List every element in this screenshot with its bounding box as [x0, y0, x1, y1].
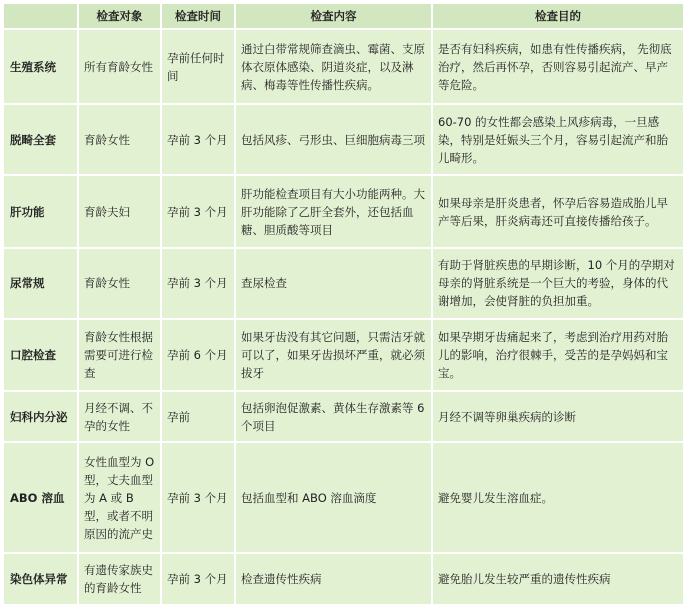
row-item-name: 生殖系统: [3, 29, 78, 104]
row-item-name: 肝功能: [3, 175, 78, 247]
row-subject: 育龄女性: [78, 104, 161, 175]
row-content: 查尿检查: [235, 248, 432, 319]
row-content: 包括血型和 ABO 溶血滴度: [235, 442, 432, 552]
row-subject: 育龄女性根据需要可进行检查: [78, 319, 161, 391]
row-purpose: 避免婴儿发生溶血症。: [432, 442, 684, 552]
row-item-name: ABO 溶血: [3, 442, 78, 552]
row-purpose: 有助于肾脏疾患的早期诊断，10 个月的孕期对母亲的肾脏系统是一个巨大的考验，身体的代谢增加，会使肾脏的负担加重。: [432, 248, 684, 319]
header-row: [3, 3, 684, 29]
row-subject: 所有育龄女性: [78, 29, 161, 104]
row-content: 通过白带常规筛查滴虫、霉菌、支原体衣原体感染、阴道炎症，以及淋病、梅毒等性传播性疾病。: [235, 29, 432, 104]
row-content: 检查遗传性疾病: [235, 553, 432, 605]
row-subject: 女性血型为 O 型，丈夫血型为 A 或 B 型，或者不明原因的流产史: [78, 442, 161, 552]
row-item-name: 脱畸全套: [3, 104, 78, 175]
header-time: 检查时间: [161, 3, 235, 29]
row-subject: 月经不调、不孕的女性: [78, 391, 161, 442]
row-purpose: 如果母亲是肝炎患者，怀孕后容易造成胎儿早产等后果，肝炎病毒还可直接传播给孩子。: [432, 175, 684, 247]
row-item-name: 妇科内分泌: [3, 391, 78, 442]
table-row: [3, 104, 684, 175]
row-subject: 育龄女性: [78, 248, 161, 319]
table-row: [3, 319, 684, 391]
row-purpose: 月经不调等卵巢疾病的诊断: [432, 391, 684, 442]
row-time: 孕前: [161, 391, 235, 442]
header-subject: 检查对象: [78, 3, 161, 29]
pregnancy-checkup-table: [2, 2, 685, 606]
row-item-name: 染色体异常: [3, 553, 78, 605]
table-row: [3, 175, 684, 247]
row-content: 包括卵泡促激素、黄体生存激素等 6 个项目: [235, 391, 432, 442]
row-item-name: 尿常规: [3, 248, 78, 319]
row-time: 孕前 3 个月: [161, 175, 235, 247]
table-row: [3, 29, 684, 104]
row-time: 孕前 3 个月: [161, 104, 235, 175]
table-row: [3, 248, 684, 319]
header-corner: [3, 3, 78, 29]
header-content: 检查内容: [235, 3, 432, 29]
row-content: 如果牙齿没有其它问题，只需洁牙就可以了，如果牙齿损坏严重，就必须拔牙: [235, 319, 432, 391]
row-time: 孕前 3 个月: [161, 553, 235, 605]
row-time: 孕前 3 个月: [161, 442, 235, 552]
row-purpose: 如果孕期牙齿痛起来了，考虑到治疗用药对胎儿的影响，治疗很棘手，受苦的是孕妈妈和宝宝。: [432, 319, 684, 391]
row-purpose: 是否有妇科疾病，如患有性传播疾病， 先彻底治疗，然后再怀孕，否则容易引起流产、早产等危险。: [432, 29, 684, 104]
row-item-name: 口腔检查: [3, 319, 78, 391]
row-time: 孕前 6 个月: [161, 319, 235, 391]
header-purpose: 检查目的: [432, 3, 684, 29]
row-content: 肝功能检查项目有大小功能两种。大肝功能除了乙肝全套外，还包括血糖、胆质酸等项目: [235, 175, 432, 247]
row-purpose: 60-70 的女性都会感染上风疹病毒，一旦感染，特别是妊娠头三个月，容易引起流产和胎儿畸形。: [432, 104, 684, 175]
row-content: 包括风疹、弓形虫、巨细胞病毒三项: [235, 104, 432, 175]
row-purpose: 避免胎儿发生较严重的遗传性疾病: [432, 553, 684, 605]
row-time: 孕前 3 个月: [161, 248, 235, 319]
table-row: [3, 442, 684, 552]
table-row: [3, 553, 684, 605]
row-time: 孕前任何时间: [161, 29, 235, 104]
row-subject: 有遗传家族史的育龄女性: [78, 553, 161, 605]
table-row: [3, 391, 684, 442]
row-subject: 育龄夫妇: [78, 175, 161, 247]
